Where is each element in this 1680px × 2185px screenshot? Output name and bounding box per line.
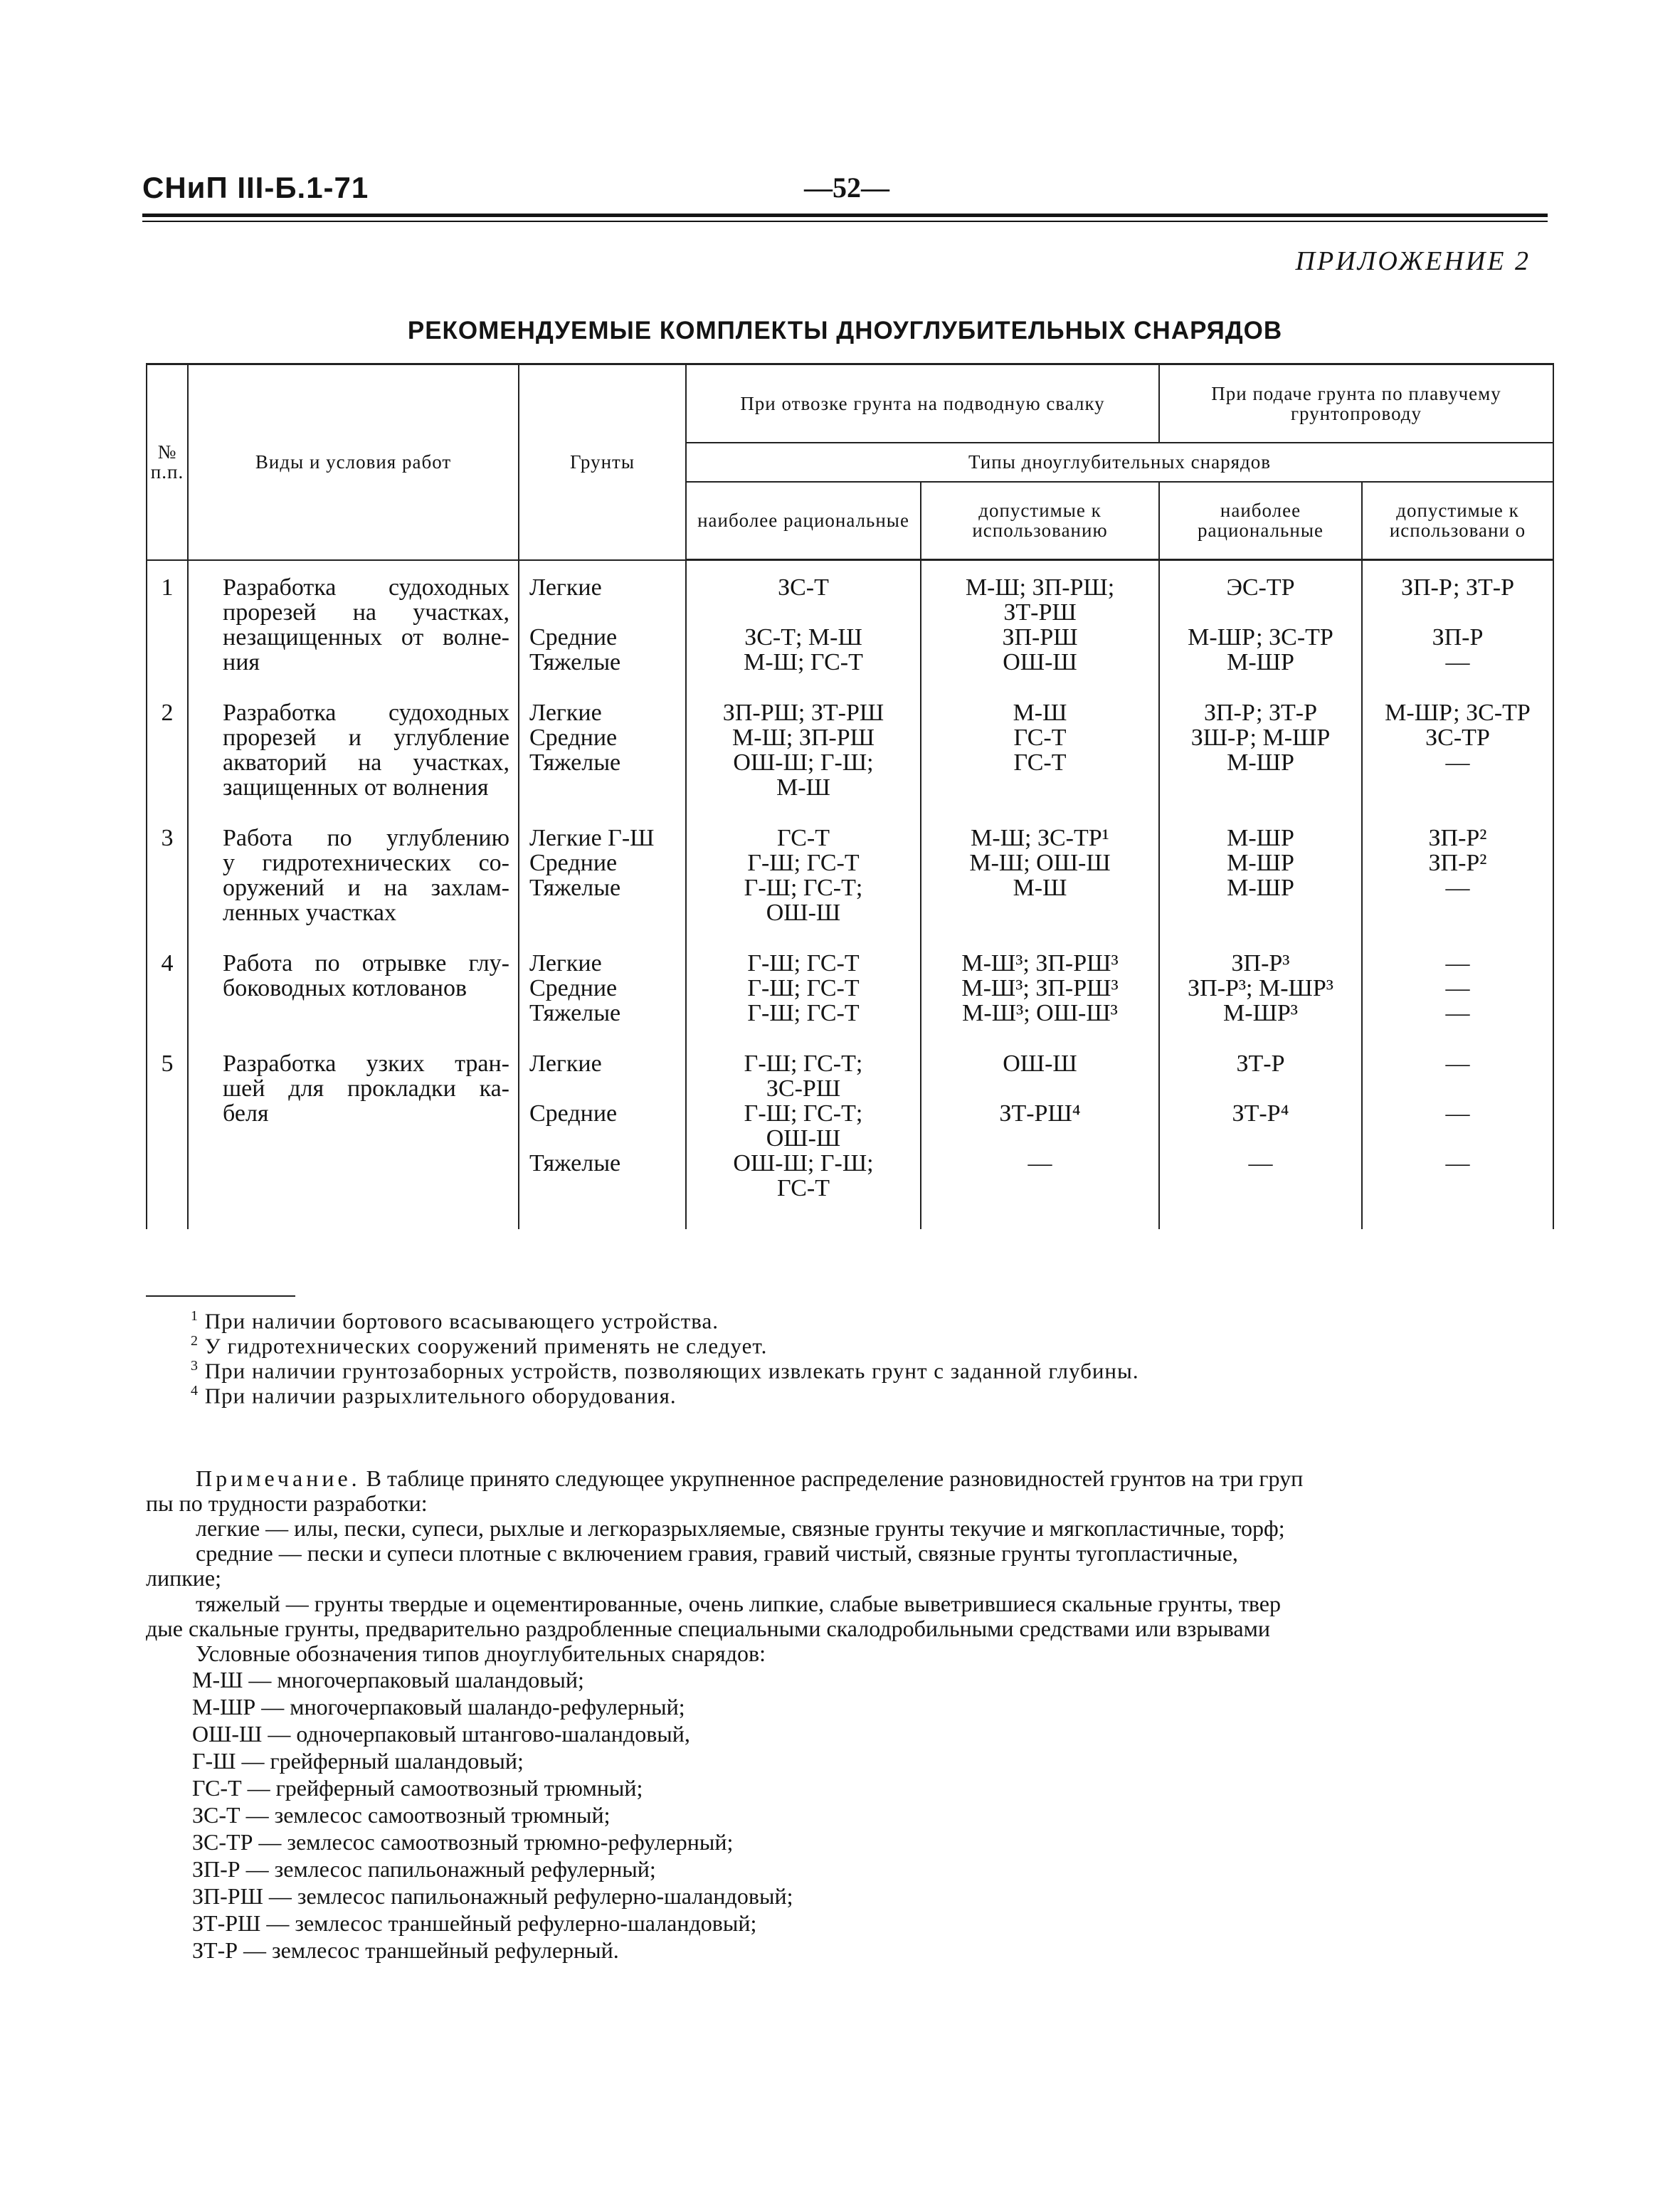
work-line: шей для прокладки ка- [223, 1075, 509, 1102]
floating-allowed [1362, 675, 1553, 800]
work-line: у гидротехнических со- [223, 850, 509, 876]
table-row [147, 800, 1553, 925]
floating-allowed-line: ЗС-ТР [1425, 725, 1490, 751]
work-line: Разработка судоходных [223, 700, 509, 726]
soil-type-line [529, 1176, 685, 1201]
underwater-allowed [921, 560, 1159, 675]
underwater-most-rational-line: М-Ш; ЗП-РШ [732, 725, 875, 751]
floating-allowed-line [1363, 900, 1553, 925]
legend-item: ОШ-Ш — одночерпаковый штангово-шаландовый, [192, 1721, 690, 1747]
work-description [188, 800, 519, 925]
floating-most-rational-line: ЗШ-Р; М-ШР [1190, 725, 1331, 751]
floating-most-rational [1159, 560, 1362, 675]
underwater-most-rational-line: Г-Ш; ГС-Т [747, 1000, 860, 1026]
soil-type-line: Средние [529, 850, 618, 876]
work-description [188, 675, 519, 800]
floating-allowed-line: — [1445, 875, 1470, 901]
soil-type-line: Средние [529, 975, 618, 1001]
legend-item: Г-Ш — грейферный шаландовый; [192, 1748, 524, 1774]
header-dredger-types: Типы дноуглубительных снарядов [686, 443, 1553, 482]
header-allowed: допустимые к использованию [921, 482, 1159, 560]
work-line: прорезей и углубление [223, 725, 509, 751]
soil-type-line: Легкие Г-Ш [529, 825, 655, 851]
table-row [147, 560, 1553, 675]
floating-most-rational [1159, 675, 1362, 800]
underwater-most-rational-line: ЗС-РШ [766, 1075, 841, 1102]
underwater-allowed-line: — [1027, 1150, 1052, 1176]
underwater-allowed-line [921, 1076, 1158, 1101]
row-number [147, 800, 188, 925]
work-description [188, 1026, 519, 1229]
underwater-most-rational [686, 675, 921, 800]
floating-most-rational-line: — [1248, 1150, 1273, 1176]
row-number-text: 1 [161, 574, 174, 601]
floating-most-rational-line: ЗП-Р; ЗТ-Р [1203, 700, 1318, 726]
floating-most-rational-line: ЗП-Р³; М-ШР³ [1188, 975, 1333, 1001]
floating-most-rational-line: ЗТ-Р [1236, 1051, 1285, 1077]
underwater-most-rational-line: Г-Ш; ГС-Т; [744, 1100, 863, 1127]
footnote-2: $^2$ У гидротехнических сооружений применять не следует. [191, 1333, 768, 1359]
soil-type-line [529, 600, 685, 625]
soil-type-line: Тяжелые [529, 648, 621, 675]
underwater-allowed-line: ЗТ-РШ [1003, 599, 1077, 626]
floating-allowed-line: М-ШР; ЗС-ТР [1385, 700, 1531, 726]
work-description [188, 560, 519, 675]
soil-type-line: Средние [529, 623, 618, 651]
floating-most-rational-line: М-ШР [1227, 649, 1294, 675]
legend-item: ЗТ-Р — землесос траншейный рефулерный. [192, 1937, 619, 1963]
header-most-rational: наиболее рациональные [686, 482, 921, 560]
soil-type [519, 800, 686, 925]
work-line: защищенных от волнения [223, 774, 489, 801]
underwater-most-rational-line: М-Ш [776, 774, 830, 801]
row-number-text: 5 [161, 1051, 174, 1077]
underwater-allowed [921, 800, 1159, 925]
floating-most-rational-line: М-ШР [1227, 749, 1294, 776]
header-floating-pipeline: При подаче грунта по плавучему грунтопроводу [1159, 364, 1553, 443]
row-number-text: 2 [161, 700, 174, 726]
legend-intro: Условные обозначения типов дноуглубительных снарядов: [196, 1641, 766, 1666]
soil-type-line [529, 1076, 685, 1101]
underwater-most-rational [686, 925, 921, 1026]
soil-type-line: Легкие [529, 1051, 602, 1077]
page-number: —52— [804, 172, 889, 204]
floating-allowed-line [1363, 1176, 1553, 1201]
soil-type [519, 925, 686, 1026]
underwater-most-rational-line: ГС-Т [777, 825, 830, 851]
soil-type-line: Средние [529, 1100, 618, 1127]
underwater-allowed-line: М-Ш³; ЗП-РШ³ [961, 975, 1119, 1001]
underwater-most-rational [686, 800, 921, 925]
soil-type-line: Тяжелые [529, 1000, 621, 1026]
legend-item: М-ШР — многочерпаковый шаландо-рефулерный; [192, 1694, 685, 1720]
underwater-most-rational-line: ОШ-Ш; Г-Ш; [733, 749, 874, 776]
floating-allowed [1362, 1026, 1553, 1229]
soil-type [519, 560, 686, 675]
underwater-allowed-line: М-Ш; ЗП-РШ; [965, 574, 1115, 601]
legend-item: ЗП-Р — землесос папильонажный рефулерный; [192, 1856, 656, 1882]
work-line: Работа по углублению [223, 825, 509, 851]
floating-allowed-line: — [1445, 1051, 1470, 1077]
floating-most-rational-line: ЗТ-Р⁴ [1232, 1100, 1289, 1127]
underwater-most-rational-line: ЗС-Т [778, 574, 829, 601]
row-number-text: 3 [161, 825, 174, 851]
underwater-most-rational-line: ГС-Т [777, 1175, 830, 1201]
work-line: Разработка узких тран- [223, 1051, 509, 1077]
soil-type-line [529, 1126, 685, 1151]
header-num: № п.п. [147, 364, 188, 560]
table-row [147, 1026, 1553, 1229]
floating-most-rational-line [1160, 900, 1361, 925]
underwater-allowed-line: М-Ш; ЗС-ТР¹ [971, 825, 1109, 851]
header-soils: Грунты [519, 364, 686, 560]
row-number [147, 1026, 188, 1229]
floating-most-rational-line [1160, 1126, 1361, 1151]
legend-item: ЗС-Т — землесос самоотвозный трюмный; [192, 1802, 611, 1828]
note-heavy-2: дые скальные грунты, предварительно раздробленные специальными скалодробильными средствами или взрывами [146, 1616, 1270, 1641]
header-works: Виды и условия работ [188, 364, 519, 560]
floating-most-rational-line: М-ШР [1227, 825, 1294, 851]
header-rule [142, 214, 1548, 217]
table-body [147, 560, 1553, 1230]
floating-most-rational-line: М-ШР [1227, 850, 1294, 876]
legend-item: М-Ш — многочерпаковый шаландовый; [192, 1667, 584, 1692]
floating-allowed [1362, 800, 1553, 925]
floating-most-rational-line: М-ШР; ЗС-ТР [1188, 624, 1333, 651]
floating-allowed [1362, 925, 1553, 1026]
floating-most-rational [1159, 1026, 1362, 1229]
note-line-1: Примечание. В таблице принято следующее укрупненное распределение разновидностей грунтов на три груп [196, 1465, 1304, 1491]
work-line: беля [223, 1100, 269, 1127]
footnote-3: $^3$ При наличии грунтозаборных устройств, позволяющих извлекать грунт с заданной глубины. [191, 1358, 1139, 1384]
legend-item: ЗС-ТР — землесос самоотвозный трюмно-рефулерный; [192, 1829, 734, 1855]
work-line: прорезей на участках, [223, 599, 509, 626]
soil-type-line: Легкие [529, 700, 602, 726]
underwater-most-rational-line: ОШ-Ш [766, 900, 841, 926]
underwater-most-rational-line: Г-Ш; ГС-Т [747, 850, 860, 876]
underwater-allowed-line: ОШ-Ш [1003, 649, 1077, 675]
floating-allowed-line [1363, 1076, 1553, 1101]
soil-type [519, 1026, 686, 1229]
underwater-most-rational [686, 1026, 921, 1229]
underwater-most-rational-line: М-Ш; ГС-Т [744, 649, 863, 675]
underwater-most-rational-line [687, 600, 920, 625]
soil-type-line: Тяжелые [529, 749, 621, 776]
floating-most-rational-line: ЗП-Р³ [1231, 950, 1290, 976]
soil-type-line: Легкие [529, 950, 602, 976]
underwater-most-rational [686, 560, 921, 675]
table-title: РЕКОМЕНДУЕМЫЕ КОМПЛЕКТЫ ДНОУГЛУБИТЕЛЬНЫХ СНАРЯДОВ [407, 317, 1283, 344]
work-line: ния [223, 648, 260, 675]
row-number-text: 4 [161, 950, 174, 976]
floating-most-rational-line [1160, 1076, 1361, 1101]
work-line: Разработка судоходных [223, 574, 509, 601]
work-line: Работа по отрывке глу- [223, 950, 509, 976]
underwater-allowed-line: М-Ш [1013, 875, 1067, 901]
underwater-allowed [921, 1026, 1159, 1229]
underwater-allowed-line [921, 1176, 1158, 1201]
work-line: боководных котлованов [223, 975, 467, 1001]
floating-allowed-line: — [1445, 1000, 1470, 1026]
underwater-most-rational-line: Г-Ш; ГС-Т; [744, 1051, 863, 1077]
underwater-allowed-line [921, 1126, 1158, 1151]
document-code: СНиП III-Б.1-71 [142, 171, 369, 204]
footnote-rule [146, 1295, 295, 1297]
underwater-most-rational-line: Г-Ш; ГС-Т [747, 975, 860, 1001]
work-line: ленных участках [223, 900, 397, 926]
table-row [147, 675, 1553, 800]
appendix-label: ПРИЛОЖЕНИЕ 2 [1295, 246, 1531, 276]
underwater-allowed-line: М-Ш [1013, 700, 1067, 726]
header-underwater-dump: При отвозке грунта на подводную свалку [686, 364, 1159, 443]
table-header [147, 364, 1553, 560]
row-number [147, 925, 188, 1026]
underwater-most-rational-line: ОШ-Ш [766, 1125, 841, 1152]
floating-most-rational-line [1160, 775, 1361, 800]
underwater-allowed-line: М-Ш; ОШ-Ш [969, 850, 1111, 876]
header-rule-thin [142, 221, 1548, 222]
floating-most-rational-line [1160, 600, 1361, 625]
floating-allowed-line: ЗП-Р; ЗТ-Р [1400, 574, 1515, 601]
floating-allowed [1362, 560, 1553, 675]
note-line-2: пы по трудности разработки: [146, 1490, 428, 1516]
underwater-allowed-line: ЗП-РШ [1002, 624, 1078, 651]
footnote-4: $^4$ При наличии разрыхлительного оборудования. [191, 1383, 677, 1409]
header-allowed-2: допустимые к использовани о [1362, 482, 1553, 560]
underwater-allowed-line: ЗТ-РШ⁴ [999, 1100, 1081, 1127]
header-most-rational-2: наиболее рациональные [1159, 482, 1362, 560]
underwater-most-rational-line: Г-Ш; ГС-Т [747, 950, 860, 976]
underwater-allowed-line: ГС-Т [1013, 725, 1067, 751]
legend-item: ЗП-РШ — землесос папильонажный рефулерно-шаландовый; [192, 1883, 793, 1909]
underwater-allowed [921, 675, 1159, 800]
soil-type-line: Тяжелые [529, 1150, 621, 1176]
note-medium-1: средние — пески и супеси плотные с включением гравия, гравий чистый, связные грунты тугопластичные, [196, 1540, 1238, 1566]
note-medium-2: липкие; [146, 1565, 221, 1591]
underwater-most-rational-line: Г-Ш; ГС-Т; [744, 875, 863, 901]
legend-item: ГС-Т — грейферный самоотвозный трюмный; [192, 1775, 643, 1801]
soil-type-line [529, 775, 685, 800]
floating-allowed-line: ЗП-Р² [1428, 850, 1487, 876]
work-line: акваторий на участках, [223, 749, 509, 776]
row-number [147, 560, 188, 675]
floating-allowed-line: ЗП-Р² [1428, 825, 1487, 851]
floating-most-rational [1159, 925, 1362, 1026]
floating-allowed-line: — [1445, 950, 1470, 976]
underwater-allowed-line [921, 775, 1158, 800]
soil-type-line: Тяжелые [529, 875, 621, 901]
footnote-1: $^1$ При наличии бортового всасывающего устройства. [191, 1308, 719, 1334]
floating-allowed-line [1363, 775, 1553, 800]
dredger-sets-table [146, 363, 1554, 1229]
legend-item: ЗТ-РШ — землесос траншейный рефулерно-шаландовый; [192, 1910, 757, 1936]
floating-allowed-line [1363, 600, 1553, 625]
floating-most-rational [1159, 800, 1362, 925]
work-description [188, 925, 519, 1026]
underwater-allowed-line: М-Ш³; ЗП-РШ³ [961, 950, 1119, 976]
soil-type-line [529, 900, 685, 925]
work-line: оружений и на захлам- [223, 875, 509, 901]
note-heavy-1: тяжелый — грунты твердые и оцементированные, очень липкие, слабые выветрившиеся скальные грунты, твер [196, 1591, 1281, 1616]
underwater-allowed [921, 925, 1159, 1026]
floating-most-rational-line: ЭС-ТР [1226, 574, 1295, 601]
row-number [147, 675, 188, 800]
soil-type-line: Легкие [529, 574, 602, 601]
floating-allowed-line [1363, 1126, 1553, 1151]
floating-allowed-line: — [1445, 649, 1470, 675]
underwater-most-rational-line: ЗП-РШ; ЗТ-РШ [722, 700, 884, 726]
underwater-allowed-line: ГС-Т [1013, 749, 1067, 776]
floating-allowed-line: — [1445, 1100, 1470, 1127]
floating-most-rational-line: М-ШР [1227, 875, 1294, 901]
floating-allowed-line: ЗП-Р [1432, 624, 1484, 651]
soil-type [519, 675, 686, 800]
underwater-allowed-line: М-Ш³; ОШ-Ш³ [962, 1000, 1118, 1026]
floating-allowed-line: — [1445, 1150, 1470, 1176]
underwater-allowed-line [921, 900, 1158, 925]
underwater-most-rational-line: ОШ-Ш; Г-Ш; [733, 1150, 874, 1176]
table-row [147, 925, 1553, 1026]
floating-most-rational-line [1160, 1176, 1361, 1201]
floating-allowed-line: — [1445, 975, 1470, 1001]
underwater-most-rational-line: ЗС-Т; М-Ш [744, 624, 862, 651]
note-light: легкие — илы, пески, супеси, рыхлые и легкоразрыхляемые, связные грунты текучие и мягкопластичные, торф; [196, 1515, 1285, 1541]
underwater-allowed-line: ОШ-Ш [1003, 1051, 1077, 1077]
work-line: незащищенных от волне- [223, 623, 509, 651]
floating-most-rational-line: М-ШР³ [1223, 1000, 1298, 1026]
soil-type-line: Средние [529, 725, 618, 751]
floating-allowed-line: — [1445, 749, 1470, 776]
